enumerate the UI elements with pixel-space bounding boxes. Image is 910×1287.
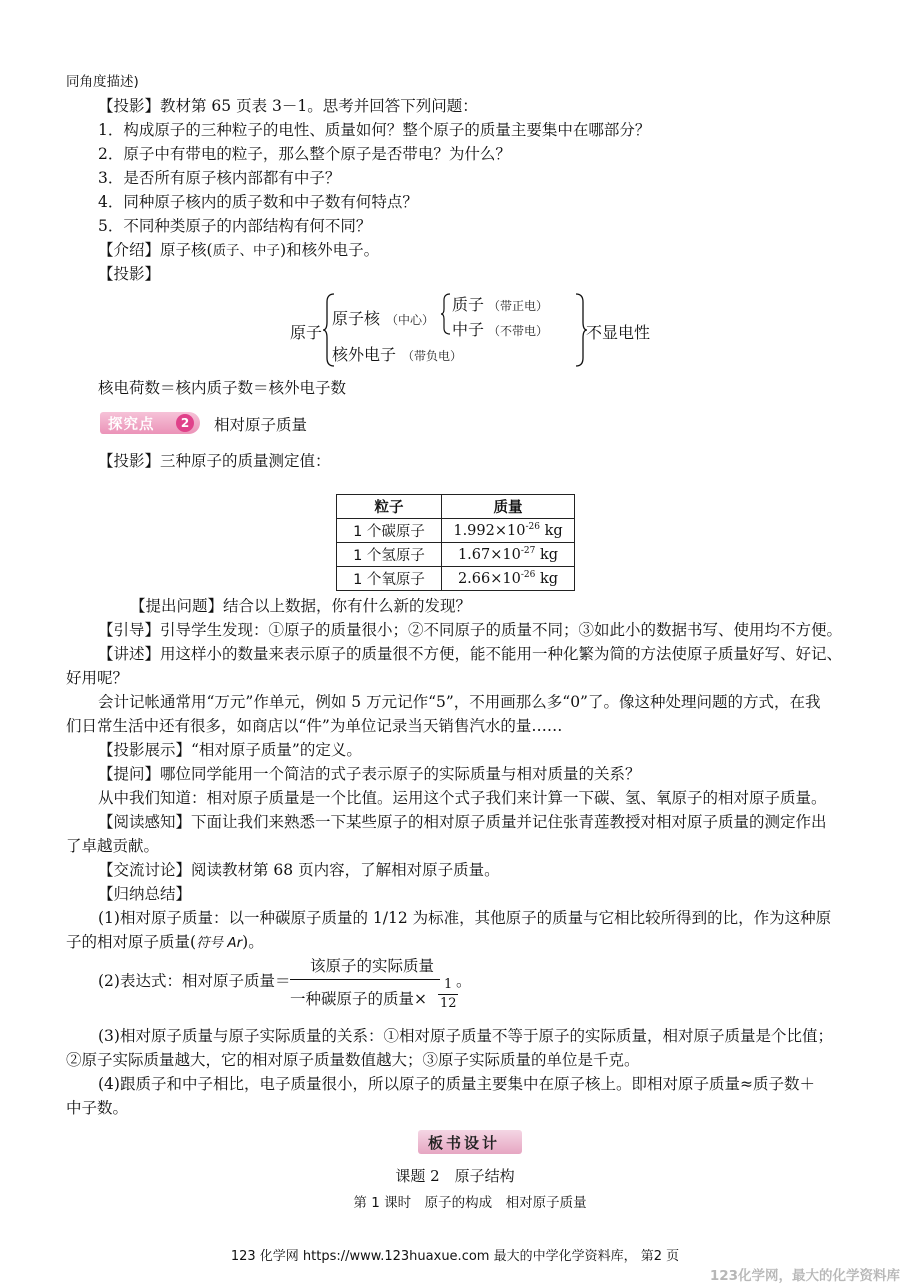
formula-period: 。 xyxy=(456,972,472,990)
formula-numerator: 该原子的实际质量 xyxy=(310,957,435,975)
proton-label: 质子 xyxy=(452,295,485,314)
watermark: 123化学网，最大的化学资料库 xyxy=(709,1268,900,1284)
table-header-row xyxy=(337,495,575,519)
lecture-text-2: 好用呢？ xyxy=(66,669,129,687)
summary-1b: 子的相对原子质量(符号 Ar)。 xyxy=(66,933,264,951)
neutron-label: 中子 xyxy=(452,320,485,339)
table-cell: 1 个碳原子 xyxy=(337,519,442,543)
accounting-text-2: 们日常生活中还有很多，如商店以“件”为单位记录当天销售汽水的量…… xyxy=(66,717,563,735)
blackboard-design-badge xyxy=(418,1130,522,1154)
explore-point-badge xyxy=(100,412,200,434)
proton-note: （带正电） xyxy=(488,299,549,313)
question-4: 4．同种原子核内的质子数和中子数有何特点？ xyxy=(98,193,418,211)
fraction-twelve: 12 xyxy=(440,996,457,1011)
section-title: 相对原子质量 xyxy=(214,416,308,434)
table-header: 质量 xyxy=(442,495,575,519)
inner-brace-icon xyxy=(440,292,452,336)
projection-label: 【投影】 xyxy=(98,265,161,283)
electron-note: （带负电） xyxy=(402,349,463,363)
table-header: 粒子 xyxy=(337,495,442,519)
projection-mass: 【投影】三种原子的质量测定值： xyxy=(98,452,331,470)
raise-question: 【提出问题】结合以上数据，你有什么新的发现？ xyxy=(130,597,472,615)
summary-1a: (1)相对原子质量：以一种碳原子质量的 1/12 为标准，其他原子的质量与它相比较所得到的比，作为这种原 xyxy=(98,909,832,927)
summary-3b: ②原子实际质量越大，它的相对原子质量数值越大；③原子实际质量的单位是千克。 xyxy=(66,1051,640,1069)
reading-text-1: 【阅读感知】下面让我们来熟悉一下某些原子的相对原子质量并记住张青莲教授对相对原子质量的测定作出 xyxy=(98,813,827,831)
guide-text: 【引导】引导学生发现：①原子的质量很小；②不同原子的质量不同；③如此小的数据书写、使用均不方便。 xyxy=(98,621,843,639)
atom-label: 原子 xyxy=(290,323,323,342)
question-5: 5．不同种类原子的内部结构有何不同？ xyxy=(98,217,372,235)
lecture-text-1: 【讲述】用这样小的数量来表示原子的质量很不方便，能不能用一种化繁为简的方法使原子质量好写、好记、 xyxy=(98,645,843,663)
table-cell: 1 个氧原子 xyxy=(337,567,442,591)
charge-relation: 核电荷数＝核内质子数＝核外电子数 xyxy=(98,379,347,397)
atom-structure-diagram xyxy=(290,290,670,370)
summary-2: (2)表达式：相对原子质量＝ xyxy=(98,972,291,990)
reading-text-2: 了卓越贡献。 xyxy=(66,837,160,855)
summary-4a: (4)跟质子和中子相比，电子质量很小，所以原子的质量主要集中在原子核上。即相对原子质量≈质子数＋ xyxy=(98,1075,815,1093)
question-2: 2．原子中有带电的粒子，那么整个原子是否带电？为什么？ xyxy=(98,145,511,163)
question-3: 3．是否所有原子核内部都有中子？ xyxy=(98,169,341,187)
question-text: 【提问】哪位同学能用一个简洁的式子表示原子的实际质量与相对质量的关系？ xyxy=(98,765,641,783)
relative-mass-formula xyxy=(290,954,470,1016)
neutral-label: 不显电性 xyxy=(586,323,651,342)
table-row xyxy=(337,543,575,567)
discussion-text: 【交流讨论】阅读教材第 68 页内容，了解相对原子质量。 xyxy=(98,861,500,879)
atom-mass-table xyxy=(336,494,575,591)
nucleus-note: （中心） xyxy=(386,313,435,327)
formula-denominator: 一种碳原子的质量× xyxy=(290,990,427,1008)
continuation-text: 同角度描述) xyxy=(66,74,139,90)
page-footer: 123 化学网 https://www.123huaxue.com 最大的中学化学资料库， 第2 页 xyxy=(230,1249,680,1264)
summary-3a: (3)相对原子质量与原子实际质量的关系：①相对原子质量不等于原子的实际质量，相对原子质量是个比值； xyxy=(98,1027,833,1045)
table-row xyxy=(337,519,575,543)
board-label: 板书设计 xyxy=(428,1134,501,1152)
accounting-text-1: 会计记帐通常用“万元”作单元，例如 5 万元记作“5”，不用画那么多“0”了。像这种处理问题的方式，在我 xyxy=(98,693,821,711)
board-title: 课题 2 原子结构 xyxy=(395,1167,515,1185)
introduction: 【介绍】原子核(质子、中子)和核外电子。 xyxy=(98,241,380,259)
table-cell: $1.67\times 10^{-27}$ kg xyxy=(442,543,575,567)
knowledge-text: 从中我们知道：相对原子质量是一个比值。运用这个式子我们来计算一下碳、氢、氧原子的相对原子质量。 xyxy=(98,789,827,807)
question-1: 1．构成原子的三种粒子的电性、质量如何？整个原子的质量主要集中在哪部分？ xyxy=(98,121,651,139)
table-cell: $1.992\times 10^{-26}$ kg xyxy=(442,519,575,543)
summary-4b: 中子数。 xyxy=(66,1099,129,1117)
neutron-note: （不带电） xyxy=(488,324,549,338)
badge-number: 2 xyxy=(176,414,194,432)
nucleus-label: 原子核 xyxy=(332,309,381,328)
table-cell: 1 个氢原子 xyxy=(337,543,442,567)
electron-label: 核外电子 xyxy=(332,345,397,364)
table-row xyxy=(337,567,575,591)
projection-instruction: 【投影】教材第 65 页表 3－1。思考并回答下列问题： xyxy=(98,97,478,115)
fraction-one: 1 xyxy=(444,977,453,992)
projection-show: 【投影展示】“相对原子质量”的定义。 xyxy=(98,741,362,759)
board-subtitle: 第 1 课时 原子的构成 相对原子质量 xyxy=(353,1195,587,1211)
summary-heading: 【归纳总结】 xyxy=(98,885,192,903)
table-cell: $2.66\times 10^{-26}$ kg xyxy=(442,567,575,591)
badge-label: 探究点 xyxy=(108,417,155,433)
